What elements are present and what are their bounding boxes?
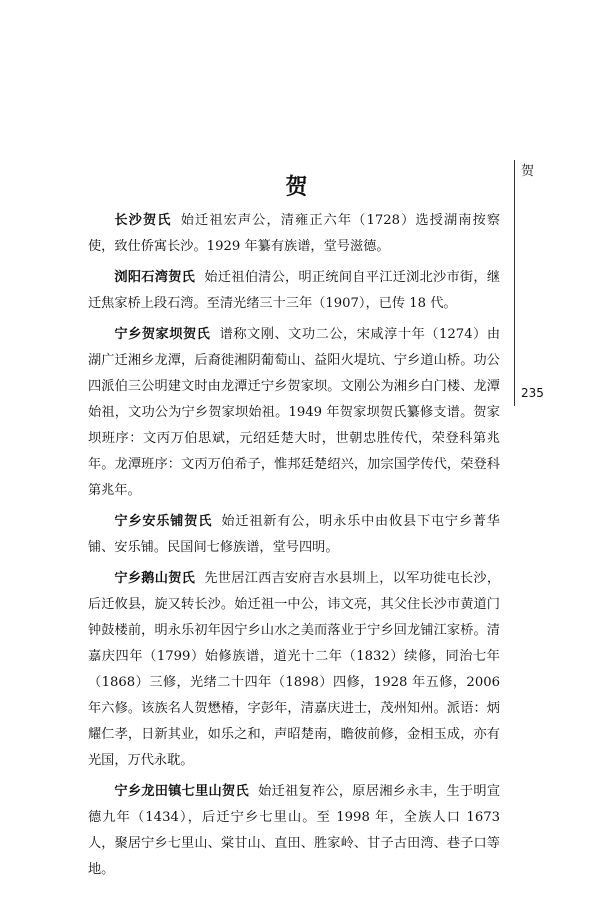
entry-text: 始迁祖复祚公，原居湘乡永丰，生于明宣德九年（1434），后迁宁乡七里山。至 1998 年，全族人口 1673 人，聚居宁乡七里山、棠甘山、直田、胜家岭、甘子古田湾、巷子口等地。 xyxy=(88,784,501,877)
entry-ningxiang-eshan xyxy=(88,566,500,774)
entry-ningxiang-anlepu xyxy=(88,509,500,561)
entry-text: 始迁祖新有公，明永乐中由攸县下屯宁乡菁华铺、安乐铺。民国间七修族谱，堂号四明。 xyxy=(88,514,500,555)
entry-text: 始迁祖伯清公，明正统间自平江迁浏北沙市街，继迁焦家桥上段石湾。至清光绪三十三年（1907），已传 18 代。 xyxy=(88,270,501,311)
entry-name: 宁乡龙田镇七里山贺氏 xyxy=(114,784,249,799)
entries-body xyxy=(88,208,500,888)
entry-text: 谱称文刚、文功二公，宋咸淳十年（1274）由湖广迁湘乡龙潭，后裔徙湘阴葡萄山、益阳火堤坑、宁乡道山桥。功公四派伯三公明建文时由龙潭迁宁乡贺家坝。文刚公为湘乡白门楼、龙潭始祖，文功公为宁乡贺家坝始祖。1949 年贺家坝贺氏纂修支谱。贺家坝班序：文丙万伯思斌，元绍廷楚大时，世朝忠胜传代，荣登科第兆年。龙潭班序：文丙万伯希子，惟邦廷楚绍兴，加宗国学传代，荣登科第兆年。 xyxy=(88,327,501,498)
margin-divider xyxy=(514,160,515,406)
entry-changsha xyxy=(88,208,500,260)
entry-name: 宁乡鹅山贺氏 xyxy=(114,571,196,586)
page-number: 235 xyxy=(521,386,544,400)
entry-name: 宁乡安乐铺贺氏 xyxy=(114,514,213,529)
entry-name: 浏阳石湾贺氏 xyxy=(114,270,196,285)
entry-text: 先世居江西吉安府吉水县圳上，以军功徙屯长沙，后迁攸县，旋又转长沙。始迁祖一中公，讳文亮，其父住长沙市黄道门钟鼓楼前，明永乐初年因宁乡山水之美而落业于宁乡回龙铺江家桥。清嘉庆四年（1799）始修族谱，道光十二年（1832）续修，同治七年（1868）三修，光绪二十四年（1898）四修，1928 年五修，2006 年六修。该族名人贺懋椿，字彭年，清嘉庆进士，茂州知州。派语：炳耀仁孝，日新其业，如乐之和，声昭楚南，瞻彼前修，金相玉成，亦有光国，万代永耽。 xyxy=(88,571,501,768)
entry-liuyang-shiwan xyxy=(88,265,500,317)
entry-ningxiang-qilishan xyxy=(88,779,500,883)
entry-name: 宁乡贺家坝贺氏 xyxy=(114,327,211,342)
entry-ningxiang-hejiaba xyxy=(88,322,500,504)
entry-text: 始迁祖宏声公，清雍正六年（1728）选授湖南按察使，致仕侨寓长沙。1929 年纂有族谱，堂号滋德。 xyxy=(88,213,501,254)
page-title: 贺 xyxy=(285,175,309,200)
running-header-char: 贺 xyxy=(521,164,535,179)
entry-name: 长沙贺氏 xyxy=(114,213,172,228)
